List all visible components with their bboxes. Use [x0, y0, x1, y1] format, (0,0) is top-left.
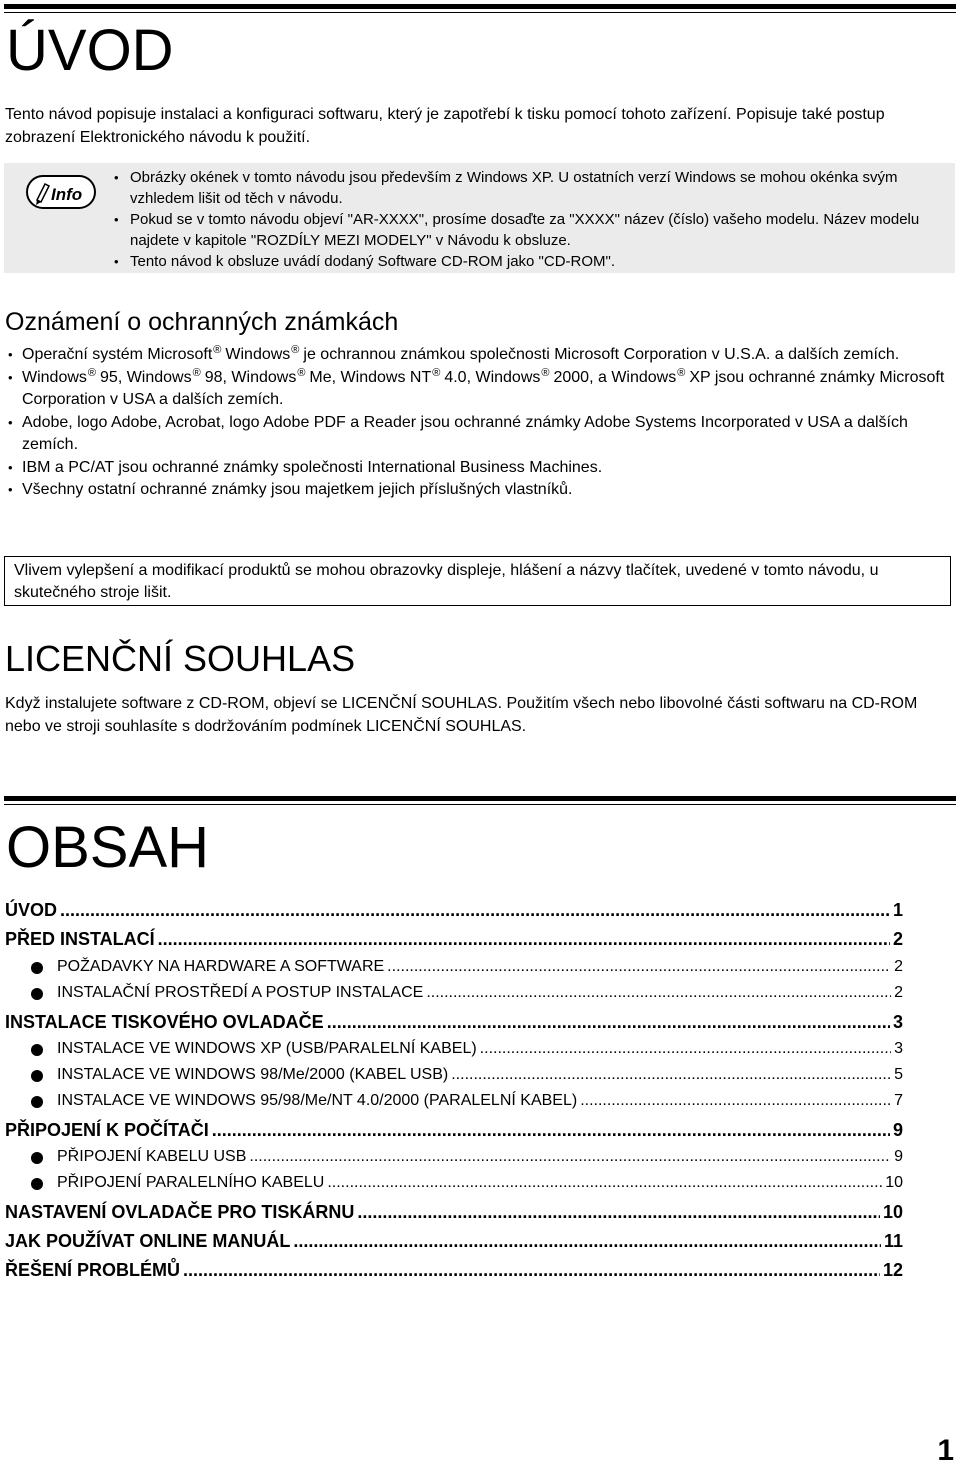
uvod-title: ÚVOD	[6, 18, 174, 83]
info-icon	[26, 175, 96, 209]
toc-page: 3	[894, 1040, 903, 1057]
toc-subentry[interactable]	[5, 1066, 903, 1084]
info-list	[114, 167, 954, 272]
toc-subentry[interactable]	[5, 958, 903, 976]
toc-subentry[interactable]	[5, 1040, 903, 1058]
bullet-icon	[31, 962, 43, 974]
toc-entry[interactable]	[5, 929, 903, 950]
toc-entry[interactable]	[5, 1202, 903, 1223]
toc-label: PŘIPOJENÍ KABELU USB	[57, 1148, 247, 1165]
toc-subentry[interactable]	[5, 1148, 903, 1166]
toc-page: 5	[894, 1066, 903, 1083]
trademark-item: • Všechny ostatní ochranné známky jsou majetkem jejich příslušných vlastníků.	[8, 479, 953, 502]
toc-page: 3	[892, 1012, 903, 1032]
toc-subentry[interactable]	[5, 984, 903, 1002]
toc-page: 7	[894, 1092, 903, 1109]
toc-leader	[451, 1066, 891, 1084]
toc-entry[interactable]	[5, 1260, 903, 1281]
toc-leader	[60, 900, 890, 921]
toc-entry[interactable]	[5, 900, 903, 921]
toc-page: 11	[883, 1231, 903, 1251]
toc-page: 2	[892, 929, 903, 949]
bullet-icon	[31, 1152, 43, 1164]
toc-entry[interactable]	[5, 1231, 903, 1252]
bullet-icon	[31, 988, 43, 1000]
page-number: 1	[937, 1434, 954, 1467]
toc-entry[interactable]	[5, 1120, 903, 1141]
toc-leader	[480, 1040, 891, 1058]
bullet-icon	[31, 1096, 43, 1108]
toc-page: 10	[885, 1174, 903, 1191]
info-item: • Tento návod k obsluze uvádí dodaný Software CD-ROM jako "CD-ROM".	[114, 251, 954, 272]
toc-leader	[327, 1012, 890, 1033]
toc-label: INSTALACE VE WINDOWS 98/Me/2000 (KABEL USB)	[57, 1066, 449, 1083]
bullet-icon	[31, 1044, 43, 1056]
toc-label: ŘEŠENÍ PROBLÉMŮ	[5, 1260, 181, 1280]
trademark-item: • Windows® 95, Windows® 98, Windows® Me, Windows NT® 4.0, Windows® 2000, a Windows® XP jsou ochranné známky Microsoft Corporation v USA a dalších zemích.	[8, 367, 953, 412]
toc-label: INSTALACE TISKOVÉHO OVLADAČE	[5, 1012, 324, 1032]
toc-label: PŘIPOJENÍ K POČÍTAČI	[5, 1120, 209, 1140]
toc-label: PŘIPOJENÍ PARALELNÍHO KABELU	[57, 1174, 325, 1191]
bullet-icon	[31, 1070, 43, 1082]
toc-subentry[interactable]	[5, 1092, 903, 1110]
trademark-item: • IBM a PC/AT jsou ochranné známky společnosti International Business Machines.	[8, 457, 953, 480]
toc-label: ÚVOD	[5, 900, 58, 920]
toc-label: NASTAVENÍ OVLADAČE PRO TISKÁRNU	[5, 1202, 355, 1222]
toc-leader	[249, 1148, 891, 1166]
license-title: LICENČNÍ SOUHLAS	[5, 638, 356, 679]
toc-leader	[212, 1120, 890, 1141]
trademark-item: • Adobe, logo Adobe, Acrobat, logo Adobe PDF a Reader jsou ochranné známky Adobe Systems Incorporated v USA a dalších zemích.	[8, 412, 953, 457]
info-item: • Obrázky okének v tomto návodu jsou především z Windows XP. U ostatních verzí Windows se mohou okénka svým vzhledem lišit od těch v návodu.	[114, 167, 954, 209]
notice-box: Vlivem vylepšení a modifikací produktů se mohou obrazovky displeje, hlášení a názvy tlačítek, uvedené v tomto návodu, u skutečného stroje lišit.	[4, 556, 951, 606]
toc-page: 9	[892, 1120, 903, 1140]
toc-label: INSTALACE VE WINDOWS 95/98/Me/NT 4.0/2000 (PARALELNÍ KABEL)	[57, 1092, 578, 1109]
svg-text:Info: Info	[51, 185, 83, 204]
toc-label: POŽADAVKY NA HARDWARE A SOFTWARE	[57, 958, 385, 975]
trademarks-list	[8, 344, 953, 502]
toc-leader	[183, 1260, 880, 1281]
trademark-item: • Operační systém Microsoft® Windows® je ochrannou známkou společnosti Microsoft Corporation v U.S.A. a dalších zemích.	[8, 344, 953, 367]
trademarks-title: Oznámení o ochranných známkách	[5, 308, 399, 336]
toc-page: 12	[882, 1260, 903, 1280]
toc-leader	[357, 1202, 880, 1223]
toc-label: INSTALAČNÍ PROSTŘEDÍ A POSTUP INSTALACE	[57, 984, 424, 1001]
info-item: • Pokud se v tomto návodu objeví "AR-XXXX", prosíme dosaďte za "XXXX" název (číslo) vašeho modelu. Název modelu najdete v kapitole "ROZDÍLY MEZI MODELY" v Návodu k obsluze.	[114, 209, 954, 251]
bullet-icon	[31, 1178, 43, 1190]
toc-page: 1	[892, 900, 903, 920]
toc-page: 2	[894, 984, 903, 1001]
toc-page: 2	[894, 958, 903, 975]
toc-page: 9	[894, 1148, 903, 1165]
toc-leader	[293, 1231, 881, 1252]
toc-entry[interactable]	[5, 1012, 903, 1033]
license-text: Když instalujete software z CD-ROM, objeví se LICENČNÍ SOUHLAS. Použitím všech nebo libovolné části softwaru na CD-ROM nebo ve stroji souhlasíte s dodržováním podmínek LICENČNÍ SOUHLAS.	[5, 695, 918, 735]
obsah-title: OBSAH	[6, 815, 210, 880]
uvod-intro: Tento návod popisuje instalaci a konfiguraci softwaru, který je zapotřebí k tisku pomocí tohoto zařízení. Popisuje také postup zobrazení Elektronického návodu k použití.	[5, 106, 885, 146]
info-box	[4, 163, 955, 273]
toc-label: INSTALACE VE WINDOWS XP (USB/PARALELNÍ KABEL)	[57, 1040, 477, 1057]
toc-leader	[327, 1174, 882, 1192]
toc-leader	[426, 984, 891, 1002]
toc-leader	[580, 1092, 891, 1110]
toc-leader	[387, 958, 891, 976]
toc-page: 10	[882, 1202, 903, 1222]
toc-label: JAK POUŽÍVAT ONLINE MANUÁL	[5, 1231, 291, 1251]
toc-label: PŘED INSTALACÍ	[5, 929, 155, 949]
toc-subentry[interactable]	[5, 1174, 903, 1192]
toc-leader	[158, 929, 890, 950]
